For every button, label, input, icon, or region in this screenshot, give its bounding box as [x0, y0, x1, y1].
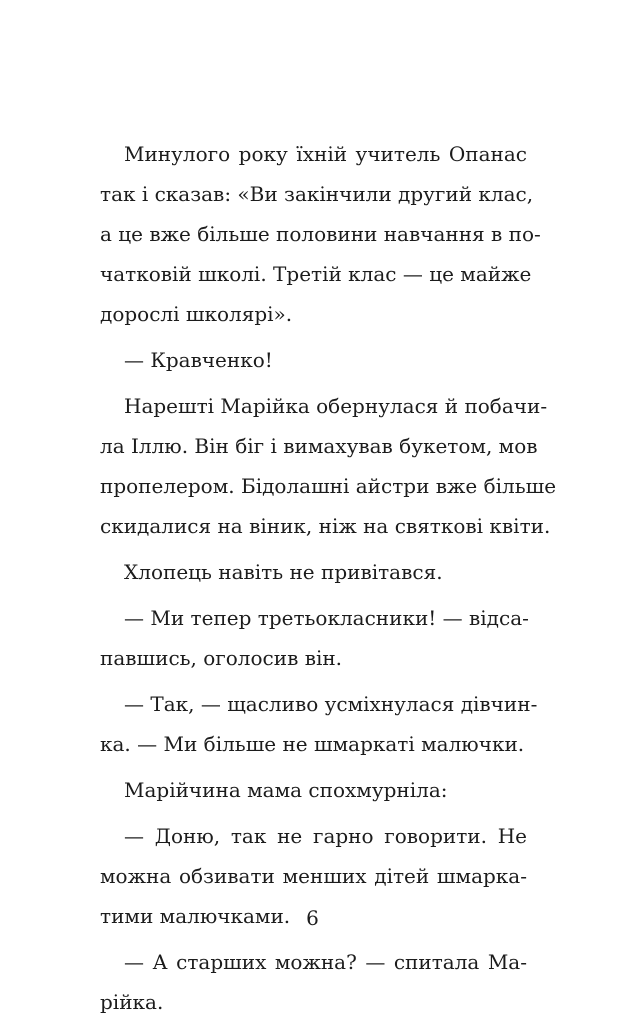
text-line: — Доню, так не гарно говорити. Не — [124, 824, 527, 848]
text-line: Марійчина мама спохмурніла: — [124, 778, 448, 802]
text-line: скидалися на віник, ніж на святкові квіти. — [100, 514, 551, 538]
text-line: так і сказав: «Ви закінчили другий клас, — [100, 182, 534, 206]
text-line: — Так, — щасливо усміхнулася дівчин- — [124, 692, 538, 716]
text-line: павшись, оголосив він. — [100, 646, 343, 670]
text-line: Минулого року їхній учитель Опанас — [124, 142, 527, 166]
text-line: тими малючками. — [100, 904, 291, 928]
text-line: рійка. — [100, 990, 164, 1014]
text-line: чатковій школі. Третій клас — це майже — [100, 262, 532, 286]
text-line: а це вже більше половини навчання в по- — [100, 222, 541, 246]
text-line: ка. — Ми більше не шмаркаті малючки. — [100, 732, 525, 756]
page-number: 6 — [306, 906, 319, 930]
text-line: можна обзивати менших дітей шмарка- — [100, 864, 527, 888]
text-line: Хлопець навіть не привітався. — [124, 560, 443, 584]
text-line: ла Іллю. Він біг і вимахував букетом, мов — [100, 434, 538, 458]
text-line: пропелером. Бідолашні айстри вже більше — [100, 474, 557, 498]
text-line: дорослі школярі». — [100, 302, 293, 326]
page-body — [100, 134, 557, 1022]
text-line: — А старших можна? — спитала Ма- — [124, 950, 527, 974]
text-line: — Кравченко! — [124, 348, 273, 372]
text-line: — Ми тепер третьокласники! — відса- — [124, 606, 529, 630]
text-line: Нарешті Марійка обернулася й побачи- — [124, 394, 548, 418]
